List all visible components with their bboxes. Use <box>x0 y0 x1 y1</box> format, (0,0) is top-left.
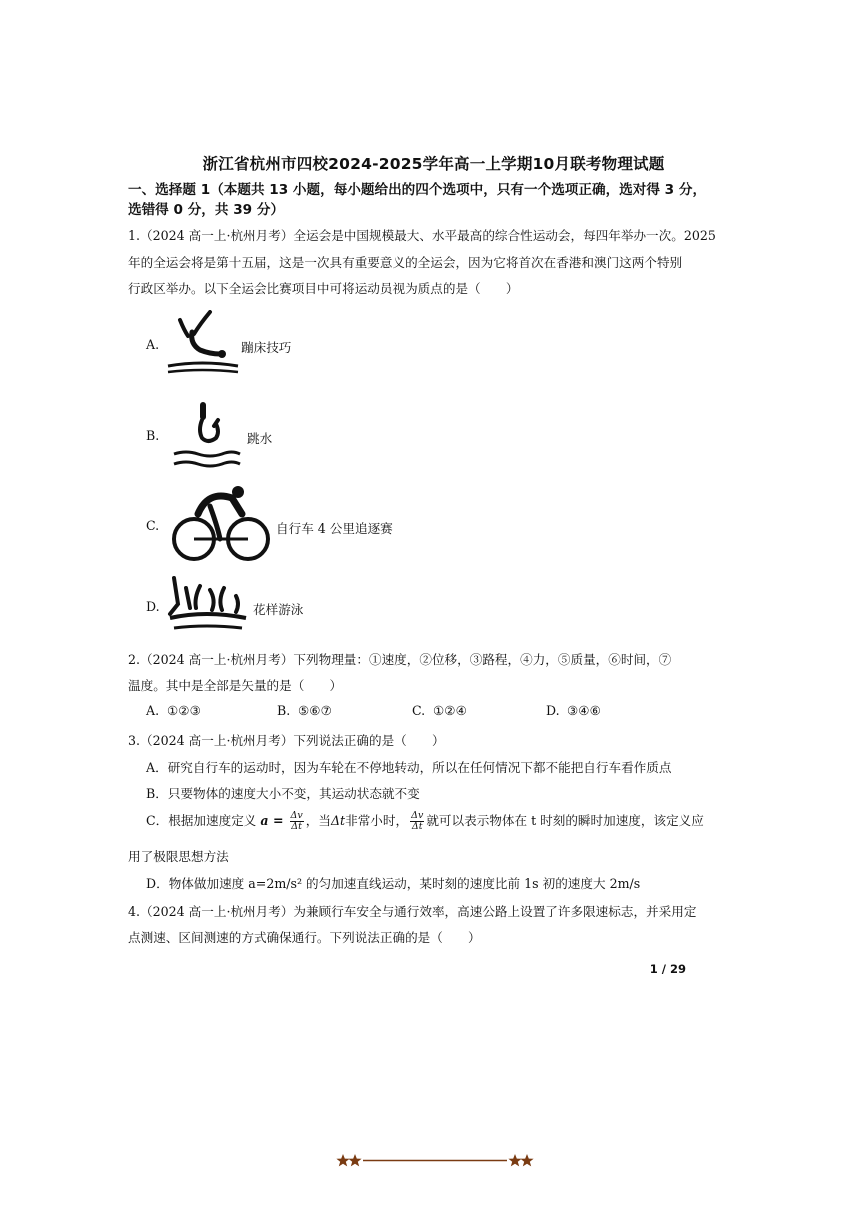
q1-line1: 1.（2024 高一上·杭州月考）全运会是中国规模最大、水平最高的综合性运动会，每四年举办一次。2025 <box>128 228 716 243</box>
q3-option-c-line2: 用了极限思想方法 <box>128 849 229 864</box>
option-letter: A. <box>146 337 160 352</box>
fraction-denominator: Δt <box>411 821 423 832</box>
option-letter: D. <box>546 703 560 718</box>
option-text: 蹦床技巧 <box>241 340 292 355</box>
trampoline-icon <box>164 310 242 378</box>
option-letter: D. <box>146 599 160 614</box>
option-text: ⑤⑥⑦ <box>298 703 332 718</box>
fraction-denominator: Δt <box>291 821 302 832</box>
option-letter: B. <box>146 428 160 443</box>
option-c-suffix: 就可以表示物体在 t 时刻的瞬时加速度，该定义应 <box>426 813 704 828</box>
footer-ornament <box>336 1150 536 1170</box>
q3-option-b: B．只要物体的速度大小不变，其运动状态就不变 <box>146 786 420 801</box>
document-title: 浙江省杭州市四校2024-2025学年高一上学期10月联考物理试题 <box>202 155 665 173</box>
q4-line2: 点测速、区间测速的方式确保通行。下列说法正确的是（ ） <box>128 930 481 945</box>
formula-a: a = <box>260 813 284 828</box>
q3-option-a: A．研究自行车的运动时，因为车轮在不停地转动，所以在任何情况下都不能把自行车看作质点 <box>146 760 672 775</box>
diving-icon <box>170 398 242 472</box>
star-icon <box>508 1154 533 1166</box>
q3-stem: 3.（2024 高一上·杭州月考）下列说法正确的是（ ） <box>128 733 445 748</box>
option-c-prefix: C．根据加速度定义 <box>146 813 257 828</box>
option-text: ①②④ <box>433 703 467 718</box>
option-c-mid2: 非常小时， <box>345 813 409 828</box>
option-text: 花样游泳 <box>253 602 304 617</box>
q2-line2: 温度。其中是全部是矢量的是（ ） <box>128 678 343 693</box>
q1-line2: 年的全运会将是第十五届，这是一次具有重要意义的全运会，因为它将首次在香港和澳门这两个特别 <box>128 255 683 270</box>
section-heading-line2: 选错得 0 分，共 39 分） <box>128 202 285 218</box>
cycling-icon <box>168 484 272 564</box>
q1-line3: 行政区举办。以下全运会比赛项目中可将运动员视为质点的是（ ） <box>128 281 519 296</box>
fraction-dv-dt-2 <box>410 811 424 832</box>
delta-t: Δt <box>330 813 346 828</box>
option-letter: C. <box>146 518 160 533</box>
q4-line1: 4.（2024 高一上·杭州月考）为兼顾行车安全与通行效率，高速公路上设置了许多限速标志，并采用定 <box>128 904 697 919</box>
fraction-dv-dt <box>290 811 304 832</box>
option-text: 自行车 4 公里追逐赛 <box>276 521 393 536</box>
fraction-numerator: Δv <box>411 810 424 821</box>
section-heading <box>128 180 707 220</box>
option-letter: A. <box>146 703 160 718</box>
option-text: 跳水 <box>247 431 273 446</box>
option-c-mid1: ，当 <box>305 813 331 828</box>
q3-option-c <box>146 810 704 832</box>
synchronized-swimming-icon <box>166 574 250 636</box>
section-heading-line1: 一、选择题 1（本题共 13 小题，每小题给出的四个选项中，只有一个选项正确，选对得 3 分， <box>128 182 707 198</box>
option-text: ①②③ <box>167 703 201 718</box>
page-number: 1 / 29 <box>649 962 686 976</box>
option-letter: C. <box>412 703 426 718</box>
q2-line1: 2.（2024 高一上·杭州月考）下列物理量：①速度，②位移，③路程，④力，⑤质量，⑥时间，⑦ <box>128 652 672 667</box>
option-text: ③④⑥ <box>567 703 601 718</box>
option-letter: B. <box>277 703 291 718</box>
fraction-numerator: Δv <box>290 810 303 821</box>
star-icon <box>336 1154 361 1166</box>
q3-option-d: D．物体做加速度 a=2m/s² 的匀加速直线运动，某时刻的速度比前 1s 初的速度大 2m/s <box>146 876 641 891</box>
